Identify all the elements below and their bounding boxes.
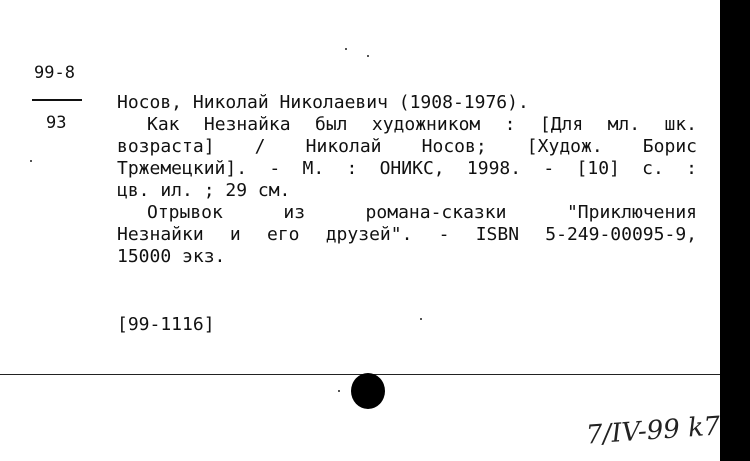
shelf-mark-divider: [32, 99, 82, 101]
scan-speck: [420, 318, 422, 320]
record-note-line: Отрывок из романа-сказки "Приключения: [147, 202, 697, 223]
author-mark: 93: [46, 113, 67, 133]
record-heading: Носов, Николай Николаевич (1908-1976).: [117, 92, 529, 113]
call-number: [99-1116]: [117, 314, 215, 335]
shelf-mark: 99-8: [34, 63, 75, 83]
handwritten-note: 7/IV-99 k7: [585, 411, 722, 451]
record-title-line: Как Незнайка был художником : [Для мл. шк.: [147, 114, 697, 135]
bibliographic-record: [117, 92, 697, 268]
scan-speck: [367, 55, 369, 57]
card-top-edge: [0, 0, 715, 32]
punch-hole: [351, 373, 385, 409]
scan-speck: [338, 390, 340, 392]
scan-speck: [345, 48, 347, 50]
record-responsibility-line: возраста] / Николай Носов; [Худож. Борис: [117, 136, 697, 157]
record-copies-line: 15000 экз.: [117, 246, 226, 267]
record-isbn-line: Незнайки и его друзей". - ISBN 5-249-00095-9,: [117, 224, 697, 245]
record-physical-line: цв. ил. ; 29 см.: [117, 180, 291, 201]
scan-speck: [30, 160, 32, 162]
record-publication-line: Тржемецкий]. - М. : ОНИКС, 1998. - [10] с. :: [117, 158, 697, 179]
